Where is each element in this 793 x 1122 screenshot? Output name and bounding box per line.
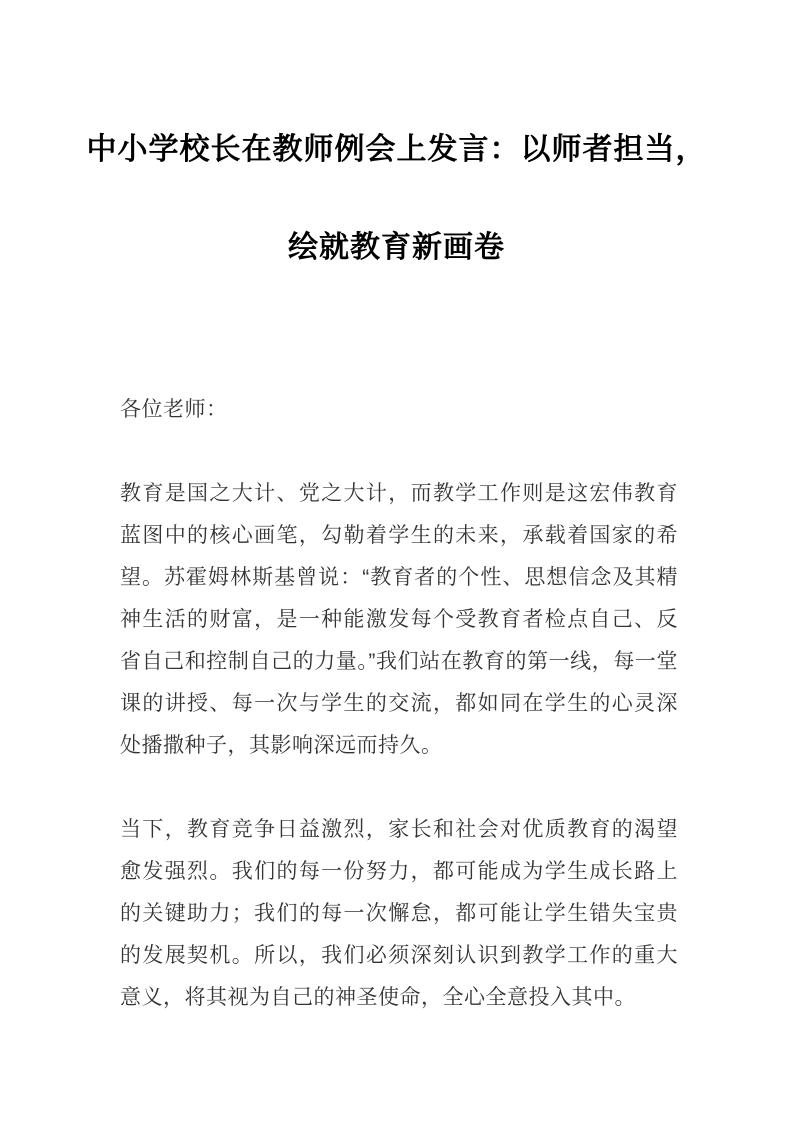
paragraph-2: 当下，教育竞争日益激烈，家长和社会对优质教育的渴望愈发强烈。我们的每一份努力，都可能成为学生成长路上的关键助力；我们的每一次懈怠，都可能让学生错失宝贵的发展契机。所以，我们必须深刻认识到教学工作的重大意义，将其视为自己的神圣使命，全心全意投入其中。 (120, 818, 678, 1009)
document-title (0, 0, 793, 297)
paragraph-1: 教育是国之大计、党之大计，而教学工作则是这宏伟教育蓝图中的核心画笔，勾勒着学生的未来，承载着国家的希望。苏霍姆林斯基曾说：“教育者的个性、思想信念及其精神生活的财富，是一种能激发每个受教育者检点自己、反省自己和控制自己的力量。”我们站在教育的第一线，每一堂课的讲授、每一次与学生的交流，都如同在学生的心灵深处播撒种子，其影响深远而持久。 (120, 482, 678, 757)
document-title-line-1: 中小学校长在教师例会上发言：以师者担当， (86, 133, 707, 166)
document-title-line-2: 绘就教育新画卷 (288, 231, 505, 264)
salutation: 各位老师： (120, 398, 228, 421)
document-body (120, 389, 678, 1019)
